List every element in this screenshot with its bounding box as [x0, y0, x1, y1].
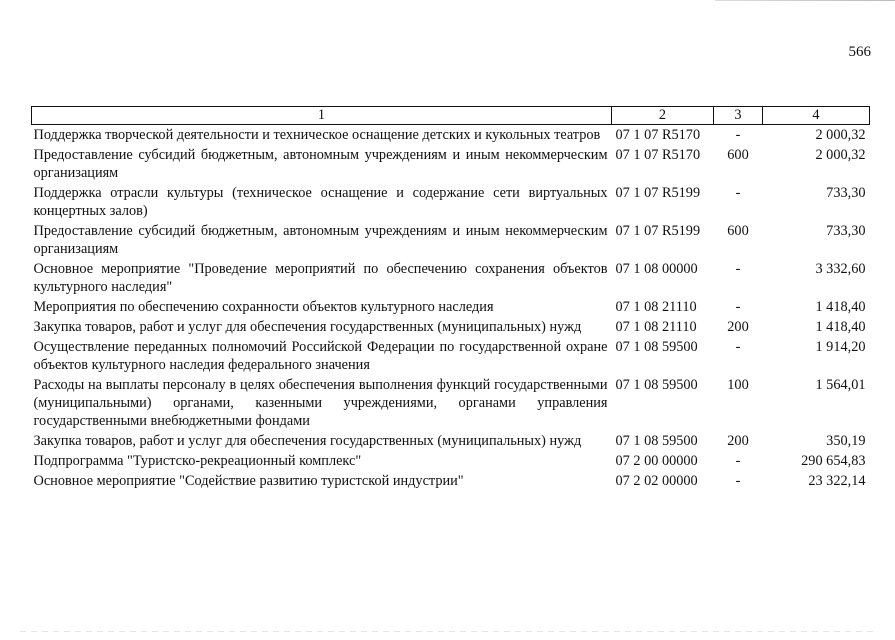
row-name-cell: Предоставление субсидий бюджетным, автономным учреждениям и иным некоммерческим организациям	[33, 223, 608, 257]
row-code-cell: 07 1 07 R5199	[615, 223, 701, 239]
page-number: 566	[848, 44, 871, 60]
table-row	[32, 451, 870, 471]
row-name-cell: Мероприятия по обеспечению сохранности объектов культурного наследия	[33, 299, 494, 315]
row-amount-cell: 733,30	[826, 223, 866, 239]
row-amount-cell: 350,19	[826, 433, 866, 449]
row-amount-cell: 1 418,40	[815, 319, 866, 335]
row-amount-cell: 290 654,83	[801, 453, 866, 469]
row-amount-cell: 2 000,32	[815, 127, 866, 143]
table-row	[32, 145, 870, 183]
table-row	[32, 221, 870, 259]
row-name-cell: Основное мероприятие "Содействие развитию туристской индустрии"	[33, 473, 464, 489]
row-code-cell: 07 1 08 59500	[615, 339, 698, 355]
row-code-cell: 07 1 08 21110	[615, 299, 697, 315]
row-name-cell: Закупка товаров, работ и услуг для обеспечения государственных (муниципальных) нужд	[33, 433, 582, 449]
row-vr-cell: -	[735, 473, 741, 489]
row-vr-cell: 100	[727, 377, 749, 393]
table-row	[32, 337, 870, 375]
row-amount-cell: 1 564,01	[815, 377, 866, 393]
row-vr-cell: -	[735, 453, 741, 469]
table-row	[32, 259, 870, 297]
row-name-cell: Предоставление субсидий бюджетным, автономным учреждениям и иным некоммерческим организациям	[33, 147, 608, 181]
header-col-2: 2	[612, 107, 714, 125]
header-col-1: 1	[32, 107, 612, 125]
scan-edge-noise	[20, 631, 875, 632]
row-code-cell: 07 1 08 59500	[615, 377, 698, 393]
row-code-cell: 07 2 00 00000	[615, 453, 698, 469]
row-vr-cell: -	[735, 299, 741, 315]
row-code-cell: 07 1 08 59500	[615, 433, 698, 449]
row-vr-cell: -	[735, 127, 741, 143]
table-row	[32, 183, 870, 221]
row-code-cell: 07 1 07 R5199	[615, 185, 701, 201]
row-name-cell: Основное мероприятие "Проведение мероприятий по обеспечению сохранения объектов культурного наследия"	[33, 261, 608, 295]
row-code-cell: 07 1 07 R5170	[615, 147, 701, 163]
table-row	[32, 471, 870, 491]
row-name-cell: Поддержка отрасли культуры (техническое оснащение и содержание сети виртуальных концертных залов)	[33, 185, 608, 219]
row-name-cell: Расходы на выплаты персоналу в целях обеспечения выполнения функций государственными (муниципальными) органами, казенными учреждениями, органами управления государственными внебюджетными фондами	[33, 377, 608, 429]
table-body	[32, 125, 870, 492]
row-amount-cell: 1 418,40	[815, 299, 866, 315]
table-header-row	[32, 107, 870, 125]
row-vr-cell: 200	[727, 319, 749, 335]
header-col-3: 3	[714, 107, 763, 125]
row-vr-cell: 200	[727, 433, 749, 449]
row-name-cell: Осуществление переданных полномочий Российской Федерации по государственной охране объектов культурного наследия федерального значения	[33, 339, 608, 373]
top-edge-line	[715, 0, 895, 1]
table-row	[32, 375, 870, 431]
row-amount-cell: 3 332,60	[815, 261, 866, 277]
row-amount-cell: 1 914,20	[815, 339, 866, 355]
table-row	[32, 431, 870, 451]
header-col-4: 4	[763, 107, 870, 125]
row-code-cell: 07 1 08 21110	[615, 319, 697, 335]
row-vr-cell: 600	[727, 223, 749, 239]
table-row	[32, 125, 870, 146]
row-vr-cell: -	[735, 339, 741, 355]
row-name-cell: Закупка товаров, работ и услуг для обеспечения государственных (муниципальных) нужд	[33, 319, 582, 335]
row-vr-cell: -	[735, 261, 741, 277]
row-amount-cell: 23 322,14	[808, 473, 866, 489]
row-name-cell: Подпрограмма "Туристско-рекреационный комплекс"	[33, 453, 362, 469]
table-row	[32, 317, 870, 337]
row-amount-cell: 2 000,32	[815, 147, 866, 163]
row-amount-cell: 733,30	[826, 185, 866, 201]
row-code-cell: 07 1 07 R5170	[615, 127, 701, 143]
row-name-cell: Поддержка творческой деятельности и техническое оснащение детских и кукольных театров	[33, 127, 601, 143]
table-row	[32, 297, 870, 317]
row-code-cell: 07 1 08 00000	[615, 261, 698, 277]
row-code-cell: 07 2 02 00000	[615, 473, 698, 489]
budget-table	[31, 106, 870, 491]
row-vr-cell: -	[735, 185, 741, 201]
row-vr-cell: 600	[727, 147, 749, 163]
